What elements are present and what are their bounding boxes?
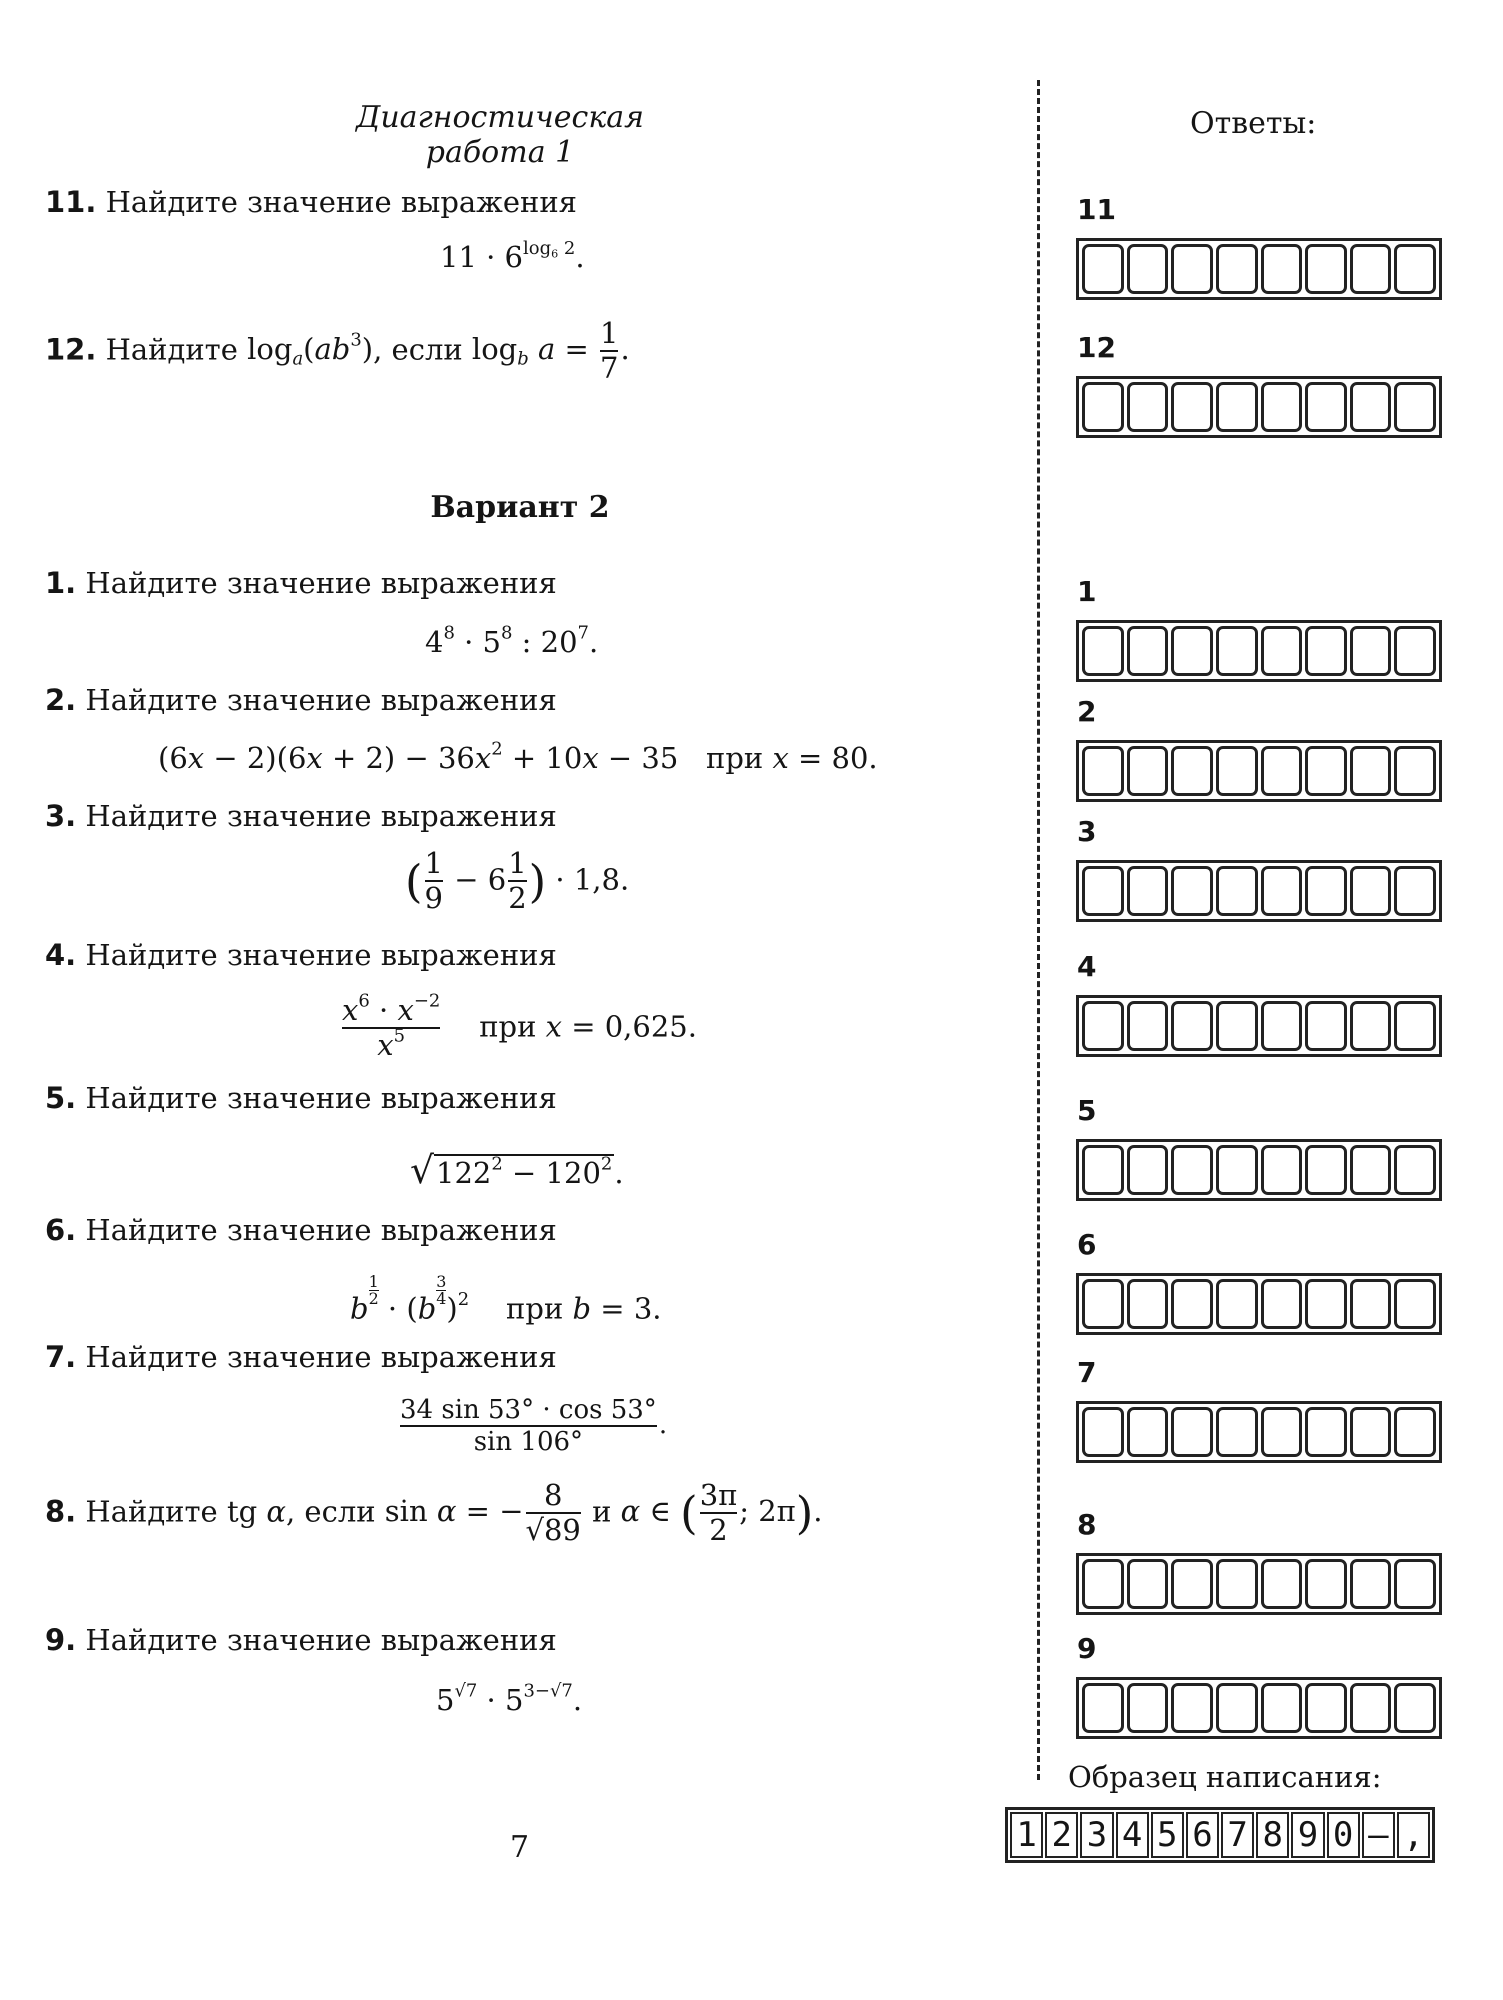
answer-cell[interactable] bbox=[1350, 746, 1392, 796]
task-number: 9. bbox=[45, 1623, 77, 1657]
sample-char: – bbox=[1362, 1812, 1395, 1858]
answer-cell[interactable] bbox=[1082, 1559, 1124, 1609]
work-title: Диагностическая работа 1 bbox=[355, 100, 645, 170]
answer-cell[interactable] bbox=[1305, 1001, 1347, 1051]
answer-cell[interactable] bbox=[1305, 626, 1347, 676]
answer-cell[interactable] bbox=[1216, 382, 1258, 432]
variant-title: Вариант 2 bbox=[430, 490, 610, 525]
sample-char: 1 bbox=[1010, 1812, 1043, 1858]
answer-box-4[interactable] bbox=[1076, 995, 1442, 1057]
answer-cell[interactable] bbox=[1171, 1001, 1213, 1051]
answer-cell[interactable] bbox=[1394, 382, 1436, 432]
answer-cell[interactable] bbox=[1261, 1279, 1303, 1329]
answer-label-12: 12 bbox=[1077, 331, 1116, 364]
answer-label-3: 3 bbox=[1077, 815, 1097, 848]
dashed-divider bbox=[1037, 80, 1040, 1780]
sample-char: 3 bbox=[1080, 1812, 1113, 1858]
sample-char: 9 bbox=[1291, 1812, 1324, 1858]
answer-cell[interactable] bbox=[1216, 866, 1258, 916]
answer-cell[interactable] bbox=[1394, 1001, 1436, 1051]
task-number: 11. bbox=[45, 185, 97, 219]
condition-text: при bbox=[506, 1291, 564, 1326]
task-text: Найдите значение выражения bbox=[85, 799, 557, 833]
task-6 bbox=[45, 1213, 557, 1247]
answer-cell[interactable] bbox=[1350, 626, 1392, 676]
answer-label-11: 11 bbox=[1077, 193, 1116, 226]
answer-cell[interactable] bbox=[1394, 1559, 1436, 1609]
answer-label-5: 5 bbox=[1077, 1094, 1097, 1127]
answer-label-4: 4 bbox=[1077, 950, 1097, 983]
answer-cell[interactable] bbox=[1305, 1683, 1347, 1733]
answer-cell[interactable] bbox=[1171, 1683, 1213, 1733]
answer-cell[interactable] bbox=[1127, 1001, 1169, 1051]
answer-cell[interactable] bbox=[1171, 244, 1213, 294]
answer-cell[interactable] bbox=[1261, 1001, 1303, 1051]
sample-label: Образец написания: bbox=[1068, 1760, 1382, 1794]
answer-cell[interactable] bbox=[1127, 244, 1169, 294]
answer-cell[interactable] bbox=[1216, 1001, 1258, 1051]
answer-cell[interactable] bbox=[1216, 1145, 1258, 1195]
task-7 bbox=[45, 1340, 557, 1374]
answer-cell[interactable] bbox=[1261, 1145, 1303, 1195]
answer-cell[interactable] bbox=[1082, 626, 1124, 676]
task-text: Найдите значение выражения bbox=[85, 1623, 557, 1657]
answer-cell[interactable] bbox=[1171, 1559, 1213, 1609]
task-4 bbox=[45, 938, 557, 972]
task-1-expression: $4^8 \cdot 5^8$ : $20^7$. bbox=[425, 622, 599, 659]
task-text: Найдите значение выражения bbox=[85, 1340, 557, 1374]
task-text: Найдите значение выражения bbox=[85, 938, 557, 972]
task-number: 12. bbox=[45, 332, 97, 367]
task-text: Найдите bbox=[105, 332, 238, 367]
sample-char: 0 bbox=[1327, 1812, 1360, 1858]
answer-box-3[interactable] bbox=[1076, 860, 1442, 922]
answer-cell[interactable] bbox=[1082, 382, 1124, 432]
task-9 bbox=[45, 1623, 557, 1657]
answer-cell[interactable] bbox=[1082, 1279, 1124, 1329]
task-text: , если bbox=[373, 332, 463, 367]
answer-cell[interactable] bbox=[1127, 382, 1169, 432]
answer-box-7[interactable] bbox=[1076, 1401, 1442, 1463]
answer-cell[interactable] bbox=[1082, 1407, 1124, 1457]
answer-cell[interactable] bbox=[1171, 866, 1213, 916]
answer-cell[interactable] bbox=[1127, 1407, 1169, 1457]
answer-cell[interactable] bbox=[1305, 244, 1347, 294]
answer-cell[interactable] bbox=[1305, 1407, 1347, 1457]
answer-cell[interactable] bbox=[1394, 866, 1436, 916]
sample-digits bbox=[1005, 1807, 1435, 1863]
sample-char: 2 bbox=[1045, 1812, 1078, 1858]
answer-box-6[interactable] bbox=[1076, 1273, 1442, 1335]
task-text: Найдите значение выражения bbox=[85, 683, 557, 717]
task-number: 6. bbox=[45, 1213, 77, 1247]
task-12 bbox=[45, 318, 630, 385]
answer-cell[interactable] bbox=[1350, 1145, 1392, 1195]
task-11-expression: $11 \cdot 6^{log_6 2}$. bbox=[440, 237, 585, 274]
answer-cell[interactable] bbox=[1082, 244, 1124, 294]
answer-cell[interactable] bbox=[1171, 382, 1213, 432]
answer-cell[interactable] bbox=[1216, 1559, 1258, 1609]
task-2 bbox=[45, 683, 557, 717]
answer-cell[interactable] bbox=[1261, 626, 1303, 676]
task-5-expression: $√122^2 - 120^2$. bbox=[410, 1148, 624, 1192]
answer-cell[interactable] bbox=[1216, 746, 1258, 796]
answer-cell[interactable] bbox=[1350, 866, 1392, 916]
answer-cell[interactable] bbox=[1305, 866, 1347, 916]
task-text: Найдите значение выражения bbox=[85, 1213, 557, 1247]
answer-cell[interactable] bbox=[1394, 626, 1436, 676]
answer-box-8[interactable] bbox=[1076, 1553, 1442, 1615]
answer-cell[interactable] bbox=[1127, 1145, 1169, 1195]
answer-cell[interactable] bbox=[1127, 1279, 1169, 1329]
answer-label-2: 2 bbox=[1077, 695, 1097, 728]
answer-cell[interactable] bbox=[1261, 382, 1303, 432]
answer-cell[interactable] bbox=[1305, 746, 1347, 796]
answer-cell[interactable] bbox=[1171, 626, 1213, 676]
page-number: 7 bbox=[510, 1830, 530, 1865]
sample-char: 8 bbox=[1256, 1812, 1289, 1858]
answer-label-7: 7 bbox=[1077, 1356, 1097, 1389]
answer-cell[interactable] bbox=[1350, 1001, 1392, 1051]
task-5 bbox=[45, 1081, 557, 1115]
sample-char: 6 bbox=[1186, 1812, 1219, 1858]
answer-cell[interactable] bbox=[1394, 746, 1436, 796]
sample-char: , bbox=[1397, 1812, 1430, 1858]
task-12-expression-a: $\log_a(ab^3)$ bbox=[247, 329, 374, 370]
answer-cell[interactable] bbox=[1350, 382, 1392, 432]
answer-cell[interactable] bbox=[1350, 1279, 1392, 1329]
sample-char: 4 bbox=[1116, 1812, 1149, 1858]
answer-cell[interactable] bbox=[1127, 866, 1169, 916]
task-6-expression: b $\frac{1}{2}$ · (b $\frac{3}{4}$ )$^2$ при b = 3. bbox=[350, 1272, 662, 1326]
answer-cell[interactable] bbox=[1261, 866, 1303, 916]
answer-cell[interactable] bbox=[1082, 1683, 1124, 1733]
task-4-expression: $\frac{x^6 \cdot x^{-2}}{x^5}$ при x = 0,625. bbox=[342, 990, 697, 1062]
task-7-expression: $\frac{34 \sin 53^\circ \cdot \cos 53^\circ}{\sin 106^\circ}$ . bbox=[400, 1395, 668, 1457]
answer-cell[interactable] bbox=[1127, 626, 1169, 676]
task-number: 8. bbox=[45, 1494, 77, 1529]
answer-cell[interactable] bbox=[1261, 244, 1303, 294]
answer-cell[interactable] bbox=[1261, 1407, 1303, 1457]
answer-cell[interactable] bbox=[1305, 382, 1347, 432]
task-3 bbox=[45, 799, 557, 833]
answer-cell[interactable] bbox=[1216, 626, 1258, 676]
answer-label-6: 6 bbox=[1077, 1228, 1097, 1261]
task-number: 5. bbox=[45, 1081, 77, 1115]
task-text: Найдите значение выражения bbox=[105, 185, 577, 219]
task-1 bbox=[45, 566, 557, 600]
task-8-expression-sin: sin α = − $\frac{8}{√89}$ bbox=[384, 1478, 581, 1547]
answer-cell[interactable] bbox=[1171, 1407, 1213, 1457]
answer-box-1[interactable] bbox=[1076, 620, 1442, 682]
answer-cell[interactable] bbox=[1171, 1145, 1213, 1195]
answer-box-11[interactable] bbox=[1076, 238, 1442, 300]
answer-cell[interactable] bbox=[1082, 746, 1124, 796]
answer-cell[interactable] bbox=[1082, 866, 1124, 916]
task-text: и bbox=[592, 1494, 612, 1529]
answer-cell[interactable] bbox=[1171, 746, 1213, 796]
answer-label-1: 1 bbox=[1077, 575, 1097, 608]
task-8-expression-tg: tg α bbox=[226, 1494, 286, 1529]
task-3-expression: ( $\frac{1}{9}$ − 6 $\frac{1}{2}$ ) · 1,8. bbox=[405, 846, 630, 915]
task-number: 4. bbox=[45, 938, 77, 972]
task-8-expression-interval: α ∈ ( $\frac{3\pi}{2}$ ; 2π). bbox=[620, 1478, 823, 1547]
sample-char: 5 bbox=[1151, 1812, 1184, 1858]
answer-box-12[interactable] bbox=[1076, 376, 1442, 438]
task-number: 3. bbox=[45, 799, 77, 833]
answer-cell[interactable] bbox=[1394, 1145, 1436, 1195]
task-text: , если bbox=[285, 1494, 376, 1529]
task-2-expression: $(6x - 2)(6x + 2) - 36x^2 + 10x - 35$ при x = 80. bbox=[158, 738, 878, 775]
answer-box-9[interactable] bbox=[1076, 1677, 1442, 1739]
answer-cell[interactable] bbox=[1394, 1407, 1436, 1457]
answer-cell[interactable] bbox=[1171, 1279, 1213, 1329]
answer-label-8: 8 bbox=[1077, 1508, 1097, 1541]
answer-cell[interactable] bbox=[1261, 1683, 1303, 1733]
task-8 bbox=[45, 1480, 823, 1547]
task-text: Найдите bbox=[85, 1494, 218, 1529]
task-text: Найдите значение выражения bbox=[85, 1081, 557, 1115]
answer-cell[interactable] bbox=[1216, 1683, 1258, 1733]
answer-box-2[interactable] bbox=[1076, 740, 1442, 802]
answer-cell[interactable] bbox=[1305, 1145, 1347, 1195]
task-text: Найдите значение выражения bbox=[85, 566, 557, 600]
answer-cell[interactable] bbox=[1127, 746, 1169, 796]
answer-cell[interactable] bbox=[1127, 1683, 1169, 1733]
answer-cell[interactable] bbox=[1350, 1559, 1392, 1609]
answer-cell[interactable] bbox=[1216, 1279, 1258, 1329]
task-11 bbox=[45, 185, 577, 219]
answer-cell[interactable] bbox=[1305, 1279, 1347, 1329]
answer-cell[interactable] bbox=[1394, 1683, 1436, 1733]
answer-cell[interactable] bbox=[1082, 1001, 1124, 1051]
task-number: 7. bbox=[45, 1340, 77, 1374]
answer-label-9: 9 bbox=[1077, 1632, 1097, 1665]
answer-cell[interactable] bbox=[1261, 1559, 1303, 1609]
task-number: 2. bbox=[45, 683, 77, 717]
answer-cell[interactable] bbox=[1305, 1559, 1347, 1609]
answer-cell[interactable] bbox=[1216, 1407, 1258, 1457]
answer-cell[interactable] bbox=[1350, 244, 1392, 294]
answers-title: Ответы: bbox=[1190, 106, 1317, 141]
answer-cell[interactable] bbox=[1261, 746, 1303, 796]
task-12-expression-b: $\log_b a$ = $\frac{1}{7}$ . bbox=[471, 316, 630, 385]
answer-cell[interactable] bbox=[1127, 1559, 1169, 1609]
answer-box-5[interactable] bbox=[1076, 1139, 1442, 1201]
answer-cell[interactable] bbox=[1350, 1407, 1392, 1457]
answer-cell[interactable] bbox=[1394, 1279, 1436, 1329]
task-9-expression: $5^{√7} \cdot 5^{3-√7}$. bbox=[436, 1680, 583, 1717]
condition-text: при bbox=[705, 741, 764, 775]
answer-cell[interactable] bbox=[1082, 1145, 1124, 1195]
sample-char: 7 bbox=[1221, 1812, 1254, 1858]
answer-cell[interactable] bbox=[1394, 244, 1436, 294]
condition-text: при bbox=[479, 1009, 537, 1044]
answer-cell[interactable] bbox=[1216, 244, 1258, 294]
answer-cell[interactable] bbox=[1350, 1683, 1392, 1733]
task-number: 1. bbox=[45, 566, 77, 600]
